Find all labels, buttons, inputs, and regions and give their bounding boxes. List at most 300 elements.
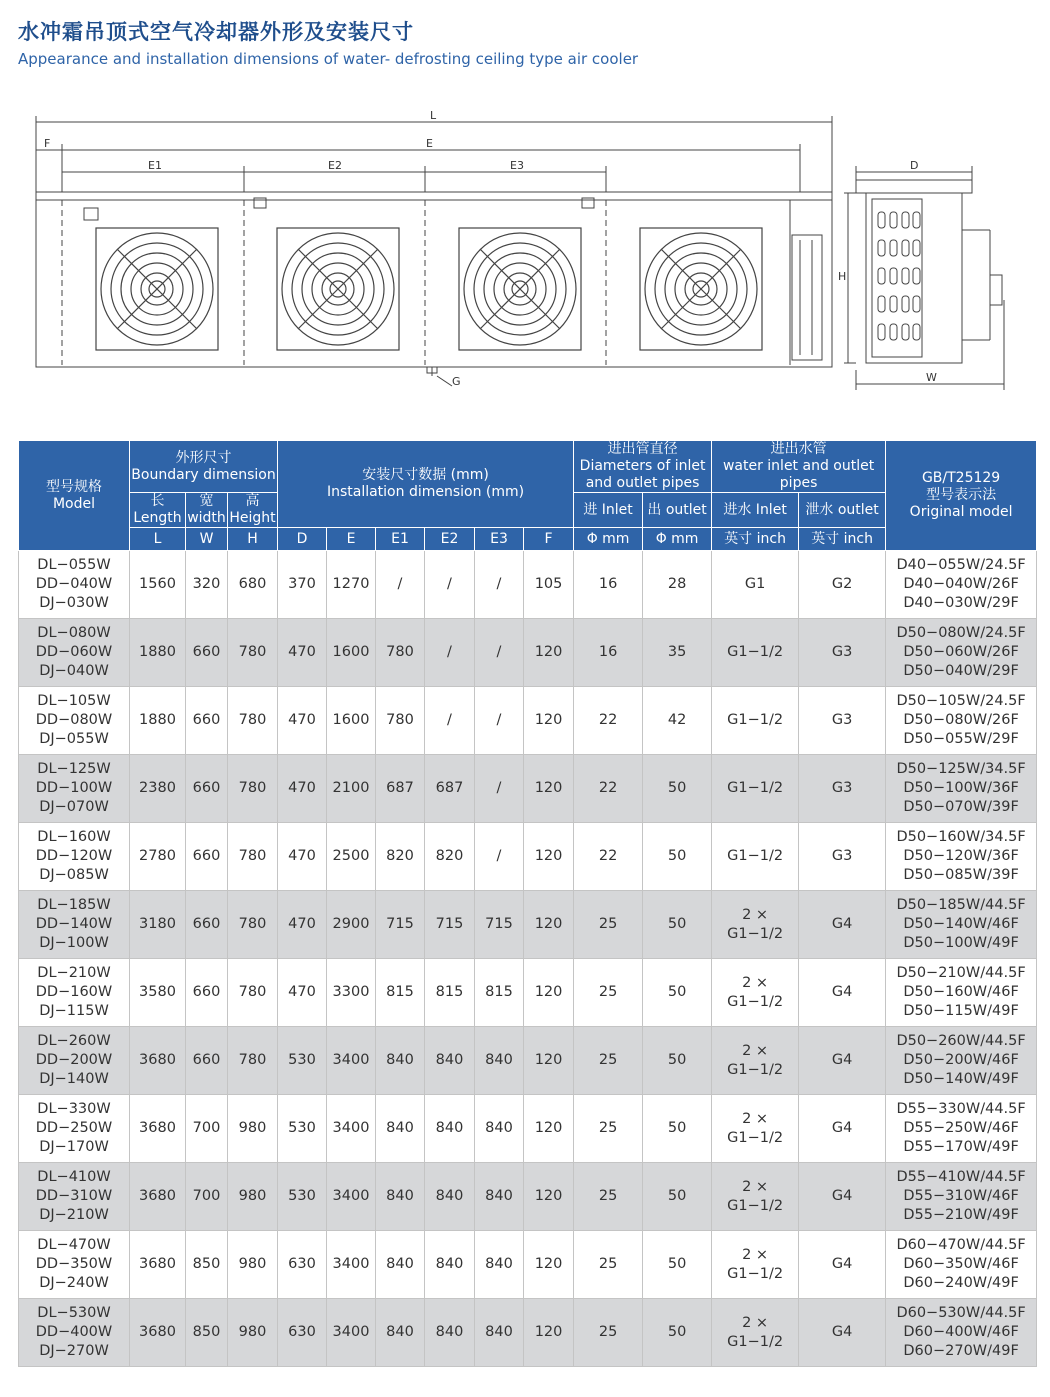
- model-name: DJ−070W: [39, 799, 109, 815]
- cell-l: 3580: [130, 959, 186, 1027]
- original-model-name: D60−350W/46F: [903, 1256, 1019, 1272]
- cell-d: 630: [278, 1299, 327, 1367]
- cell-e1: 840: [376, 1163, 425, 1231]
- original-model-name: D50−060W/26F: [903, 644, 1019, 660]
- cell-e2: 815: [425, 959, 475, 1027]
- original-model-name: D50−085W/39F: [903, 867, 1019, 883]
- model-name: DL−260W: [37, 1033, 111, 1049]
- cell-e: 2500: [327, 823, 376, 891]
- original-model-name: D50−080W/26F: [903, 712, 1019, 728]
- cell-l: 3680: [130, 1231, 186, 1299]
- model-name: DD−100W: [35, 780, 113, 796]
- cell-pin: 16: [574, 551, 643, 619]
- fan-icon: [459, 228, 581, 350]
- model-cell: [19, 1231, 130, 1299]
- cell-h: 980: [228, 1095, 278, 1163]
- original-model-name: D50−040W/29F: [903, 663, 1019, 679]
- original-model-name: D55−210W/49F: [903, 1207, 1019, 1223]
- table-row: [19, 1027, 1037, 1095]
- model-cell: [19, 891, 130, 959]
- model-cell: [19, 959, 130, 1027]
- original-model-cell: [886, 687, 1037, 755]
- original-model-name: D50−120W/36F: [903, 848, 1019, 864]
- cell-w: 700: [186, 1163, 228, 1231]
- header-inch-out: 英寸 inch: [799, 528, 886, 551]
- cell-e3: /: [475, 551, 524, 619]
- cell-e: 3400: [327, 1299, 376, 1367]
- model-name: DD−120W: [35, 848, 113, 864]
- cell-pout: 50: [643, 1095, 712, 1163]
- original-model-name: D50−125W/34.5F: [896, 761, 1026, 777]
- cell-l: 3680: [130, 1095, 186, 1163]
- original-model-name: D50−115W/49F: [903, 1003, 1019, 1019]
- dim-label-E: E: [426, 137, 433, 150]
- cell-e3: /: [475, 755, 524, 823]
- table-row: [19, 1163, 1037, 1231]
- original-model-cell: [886, 1095, 1037, 1163]
- cell-w: 660: [186, 687, 228, 755]
- cell-win: 2 × G1−1/2: [712, 891, 799, 959]
- cell-pin: 25: [574, 1299, 643, 1367]
- cell-w: 660: [186, 619, 228, 687]
- cell-f: 120: [524, 687, 574, 755]
- cell-pout: 28: [643, 551, 712, 619]
- cell-f: 120: [524, 755, 574, 823]
- cell-pin: 25: [574, 891, 643, 959]
- dim-label-D: D: [910, 159, 919, 172]
- cell-e: 3400: [327, 1027, 376, 1095]
- cell-pin: 22: [574, 687, 643, 755]
- header-water-outlet: 泄水 outlet: [799, 493, 886, 528]
- cell-e2: /: [425, 619, 475, 687]
- cell-win: 2 × G1−1/2: [712, 1299, 799, 1367]
- model-cell: [19, 687, 130, 755]
- cell-f: 120: [524, 1163, 574, 1231]
- model-name: DD−040W: [35, 576, 113, 592]
- cell-w: 660: [186, 891, 228, 959]
- model-name: DL−160W: [37, 829, 111, 845]
- cell-e1: 840: [376, 1027, 425, 1095]
- original-model-name: D50−260W/44.5F: [896, 1033, 1026, 1049]
- cell-wout: G4: [799, 1163, 886, 1231]
- cell-e: 3400: [327, 1095, 376, 1163]
- header-E3: E3: [475, 528, 524, 551]
- model-name: DD−310W: [35, 1188, 113, 1204]
- cell-e2: /: [425, 687, 475, 755]
- table-row: [19, 959, 1037, 1027]
- cell-w: 660: [186, 1027, 228, 1095]
- header-D: D: [278, 528, 327, 551]
- cell-f: 120: [524, 1299, 574, 1367]
- cell-e3: 815: [475, 959, 524, 1027]
- cell-e1: 780: [376, 687, 425, 755]
- original-model-name: D60−400W/46F: [903, 1324, 1019, 1340]
- model-name: DL−530W: [37, 1305, 111, 1321]
- header-E: E: [327, 528, 376, 551]
- cell-win: 2 × G1−1/2: [712, 1231, 799, 1299]
- table-row: [19, 687, 1037, 755]
- header-water-inlet: 进水 Inlet: [712, 493, 799, 528]
- cell-l: 1880: [130, 687, 186, 755]
- cell-pout: 42: [643, 687, 712, 755]
- cell-e1: 840: [376, 1095, 425, 1163]
- dim-label-E1: E1: [148, 159, 162, 172]
- cell-e3: /: [475, 823, 524, 891]
- cell-h: 980: [228, 1299, 278, 1367]
- dim-label-F: F: [44, 137, 51, 150]
- cell-d: 370: [278, 551, 327, 619]
- model-name: DL−105W: [37, 693, 111, 709]
- original-model-name: D50−105W/24.5F: [896, 693, 1026, 709]
- cell-d: 470: [278, 687, 327, 755]
- dim-label-E2: E2: [328, 159, 342, 172]
- model-name: DD−400W: [35, 1324, 113, 1340]
- cell-f: 120: [524, 959, 574, 1027]
- model-name: DD−160W: [35, 984, 113, 1000]
- original-model-name: D55−330W/44.5F: [896, 1101, 1026, 1117]
- cell-e: 1600: [327, 619, 376, 687]
- model-cell: [19, 1163, 130, 1231]
- cell-e3: /: [475, 619, 524, 687]
- model-cell: [19, 1095, 130, 1163]
- cell-pin: 25: [574, 959, 643, 1027]
- cell-h: 780: [228, 823, 278, 891]
- table-row: [19, 891, 1037, 959]
- cell-e1: 715: [376, 891, 425, 959]
- cell-win: G1−1/2: [712, 823, 799, 891]
- model-name: DJ−030W: [39, 595, 109, 611]
- cell-h: 780: [228, 687, 278, 755]
- cell-win: G1−1/2: [712, 619, 799, 687]
- cell-wout: G2: [799, 551, 886, 619]
- model-name: DL−410W: [37, 1169, 111, 1185]
- cell-pin: 25: [574, 1027, 643, 1095]
- header-E2: E2: [425, 528, 475, 551]
- original-model-cell: [886, 755, 1037, 823]
- cell-h: 780: [228, 891, 278, 959]
- header-original-model: GB/T25129 型号表示法 Original model: [886, 441, 1037, 551]
- cell-d: 530: [278, 1163, 327, 1231]
- model-name: DD−200W: [35, 1052, 113, 1068]
- cell-d: 470: [278, 823, 327, 891]
- cell-e2: 840: [425, 1231, 475, 1299]
- cell-pout: 50: [643, 1231, 712, 1299]
- cell-wout: G4: [799, 1027, 886, 1095]
- cell-pin: 25: [574, 1095, 643, 1163]
- cell-e1: 840: [376, 1231, 425, 1299]
- cell-f: 120: [524, 619, 574, 687]
- original-model-name: D50−100W/36F: [903, 780, 1019, 796]
- cell-e2: 687: [425, 755, 475, 823]
- original-model-name: D50−140W/46F: [903, 916, 1019, 932]
- page-title-en: Appearance and installation dimensions of water- defrosting ceiling type air cooler: [18, 50, 639, 68]
- table-row: [19, 1299, 1037, 1367]
- cell-pin: 25: [574, 1231, 643, 1299]
- cell-f: 120: [524, 1231, 574, 1299]
- cell-d: 470: [278, 959, 327, 1027]
- cell-e: 2100: [327, 755, 376, 823]
- original-model-name: D50−055W/29F: [903, 731, 1019, 747]
- original-model-cell: [886, 823, 1037, 891]
- cell-d: 630: [278, 1231, 327, 1299]
- cell-w: 660: [186, 755, 228, 823]
- original-model-name: D55−170W/49F: [903, 1139, 1019, 1155]
- cell-w: 700: [186, 1095, 228, 1163]
- cell-wout: G4: [799, 959, 886, 1027]
- cell-wout: G3: [799, 823, 886, 891]
- header-height: 高 Height: [229, 493, 276, 526]
- cell-f: 120: [524, 891, 574, 959]
- cell-l: 3180: [130, 891, 186, 959]
- header-install: 安装尺寸数据 (mm) Installation dimension (mm): [278, 441, 574, 528]
- cell-f: 120: [524, 1027, 574, 1095]
- header-phi-in: Φ mm: [574, 528, 643, 551]
- original-model-cell: [886, 619, 1037, 687]
- cell-d: 470: [278, 619, 327, 687]
- model-name: DL−185W: [37, 897, 111, 913]
- original-model-name: D60−470W/44.5F: [896, 1237, 1026, 1253]
- cell-pout: 35: [643, 619, 712, 687]
- cell-e3: 840: [475, 1095, 524, 1163]
- original-model-name: D60−530W/44.5F: [896, 1305, 1026, 1321]
- cell-e1: 820: [376, 823, 425, 891]
- cell-h: 780: [228, 1027, 278, 1095]
- header-H: H: [228, 528, 278, 551]
- dim-label-L: L: [430, 109, 437, 122]
- cell-w: 850: [186, 1231, 228, 1299]
- cell-pout: 50: [643, 959, 712, 1027]
- cell-e3: 840: [475, 1163, 524, 1231]
- model-name: DL−330W: [37, 1101, 111, 1117]
- header-pipe-diam: 进出管直径 Diameters of inlet and outlet pipes: [574, 441, 712, 493]
- model-name: DL−080W: [37, 625, 111, 641]
- cell-l: 3680: [130, 1163, 186, 1231]
- model-cell: [19, 755, 130, 823]
- model-name: DL−125W: [37, 761, 111, 777]
- cell-l: 2380: [130, 755, 186, 823]
- cell-e: 1600: [327, 687, 376, 755]
- cell-win: G1−1/2: [712, 687, 799, 755]
- original-model-name: D50−070W/39F: [903, 799, 1019, 815]
- table-row: [19, 551, 1037, 619]
- cell-wout: G3: [799, 687, 886, 755]
- cell-pout: 50: [643, 1163, 712, 1231]
- cell-d: 470: [278, 755, 327, 823]
- fan-icon: [640, 228, 762, 350]
- cell-l: 1880: [130, 619, 186, 687]
- cell-w: 660: [186, 959, 228, 1027]
- cell-wout: G4: [799, 1095, 886, 1163]
- cell-wout: G3: [799, 755, 886, 823]
- original-model-name: D40−030W/29F: [903, 595, 1019, 611]
- cell-h: 780: [228, 619, 278, 687]
- model-name: DL−470W: [37, 1237, 111, 1253]
- cell-h: 780: [228, 959, 278, 1027]
- table-row: [19, 755, 1037, 823]
- original-model-name: D60−270W/49F: [903, 1343, 1019, 1359]
- header-L: L: [130, 528, 186, 551]
- original-model-name: D50−080W/24.5F: [896, 625, 1026, 641]
- fan-icon: [96, 228, 218, 350]
- cell-wout: G4: [799, 891, 886, 959]
- original-model-cell: [886, 1027, 1037, 1095]
- cell-w: 320: [186, 551, 228, 619]
- model-name: DJ−270W: [39, 1343, 109, 1359]
- header-water: 进出水管 water inlet and outlet pipes: [712, 441, 886, 493]
- cell-e3: 840: [475, 1299, 524, 1367]
- cell-e2: 840: [425, 1095, 475, 1163]
- table-row: [19, 1231, 1037, 1299]
- cell-e2: 840: [425, 1299, 475, 1367]
- header-F: F: [524, 528, 574, 551]
- cell-f: 120: [524, 823, 574, 891]
- cell-pin: 22: [574, 755, 643, 823]
- original-model-name: D55−250W/46F: [903, 1120, 1019, 1136]
- cell-e1: /: [376, 551, 425, 619]
- table-row: [19, 619, 1037, 687]
- dim-label-H: H: [838, 270, 847, 283]
- original-model-name: D50−185W/44.5F: [896, 897, 1026, 913]
- header-model: 型号规格 Model: [19, 441, 130, 551]
- cell-e3: 840: [475, 1231, 524, 1299]
- model-cell: [19, 619, 130, 687]
- cell-pout: 50: [643, 755, 712, 823]
- original-model-name: D40−040W/26F: [903, 576, 1019, 592]
- cell-e2: /: [425, 551, 475, 619]
- model-name: DJ−240W: [39, 1275, 109, 1291]
- original-model-cell: [886, 1299, 1037, 1367]
- original-model-name: D50−140W/49F: [903, 1071, 1019, 1087]
- model-name: DJ−115W: [39, 1003, 109, 1019]
- cell-e: 3400: [327, 1231, 376, 1299]
- cell-f: 120: [524, 1095, 574, 1163]
- original-model-name: D50−100W/49F: [903, 935, 1019, 951]
- original-model-name: D50−160W/34.5F: [896, 829, 1026, 845]
- original-model-name: D40−055W/24.5F: [896, 557, 1026, 573]
- cell-win: 2 × G1−1/2: [712, 959, 799, 1027]
- header-width: 宽 width: [187, 493, 226, 526]
- model-name: DD−080W: [35, 712, 113, 728]
- cell-e2: 840: [425, 1163, 475, 1231]
- model-name: DD−060W: [35, 644, 113, 660]
- original-model-name: D55−410W/44.5F: [896, 1169, 1026, 1185]
- model-name: DD−350W: [35, 1256, 113, 1272]
- header-boundary: 外形尺寸 Boundary dimension: [130, 441, 278, 493]
- header-outlet: 出 outlet: [643, 493, 712, 528]
- cell-e: 3300: [327, 959, 376, 1027]
- original-model-name: D55−310W/46F: [903, 1188, 1019, 1204]
- cell-e1: 780: [376, 619, 425, 687]
- original-model-name: D50−210W/44.5F: [896, 965, 1026, 981]
- original-model-cell: [886, 891, 1037, 959]
- cell-l: 1560: [130, 551, 186, 619]
- model-name: DD−140W: [35, 916, 113, 932]
- cell-e3: 715: [475, 891, 524, 959]
- header-inch-in: 英寸 inch: [712, 528, 799, 551]
- model-name: DD−250W: [35, 1120, 113, 1136]
- original-model-name: D50−160W/46F: [903, 984, 1019, 1000]
- cell-l: 3680: [130, 1299, 186, 1367]
- model-cell: [19, 551, 130, 619]
- model-name: DJ−100W: [39, 935, 109, 951]
- model-cell: [19, 1027, 130, 1095]
- table-row: [19, 1095, 1037, 1163]
- cell-d: 530: [278, 1027, 327, 1095]
- cell-e2: 840: [425, 1027, 475, 1095]
- header-E1: E1: [376, 528, 425, 551]
- model-name: DJ−140W: [39, 1071, 109, 1087]
- header-length: 长 Length: [130, 493, 186, 528]
- cell-wout: G4: [799, 1299, 886, 1367]
- model-cell: [19, 1299, 130, 1367]
- cell-l: 3680: [130, 1027, 186, 1095]
- cell-e: 1270: [327, 551, 376, 619]
- model-name: DJ−210W: [39, 1207, 109, 1223]
- cell-d: 530: [278, 1095, 327, 1163]
- cell-win: 2 × G1−1/2: [712, 1027, 799, 1095]
- cell-win: G1−1/2: [712, 755, 799, 823]
- original-model-name: D60−240W/49F: [903, 1275, 1019, 1291]
- header-phi-out: Φ mm: [643, 528, 712, 551]
- cell-e1: 815: [376, 959, 425, 1027]
- cell-e: 2900: [327, 891, 376, 959]
- cell-w: 660: [186, 823, 228, 891]
- dim-label-W: W: [926, 371, 937, 384]
- model-name: DJ−055W: [39, 731, 109, 747]
- cell-h: 780: [228, 755, 278, 823]
- model-name: DL−210W: [37, 965, 111, 981]
- model-cell: [19, 823, 130, 891]
- header-inlet: 进 Inlet: [574, 493, 643, 528]
- cell-pin: 25: [574, 1163, 643, 1231]
- cell-l: 2780: [130, 823, 186, 891]
- cell-e2: 715: [425, 891, 475, 959]
- fan-icon: [277, 228, 399, 350]
- model-name: DJ−170W: [39, 1139, 109, 1155]
- model-name: DJ−040W: [39, 663, 109, 679]
- cell-win: 2 × G1−1/2: [712, 1163, 799, 1231]
- cell-pout: 50: [643, 891, 712, 959]
- cell-f: 105: [524, 551, 574, 619]
- original-model-cell: [886, 959, 1037, 1027]
- original-model-cell: [886, 551, 1037, 619]
- cell-pin: 22: [574, 823, 643, 891]
- table-row: [19, 823, 1037, 891]
- cell-e: 3400: [327, 1163, 376, 1231]
- model-name: DJ−085W: [39, 867, 109, 883]
- cell-pout: 50: [643, 1027, 712, 1095]
- cell-e3: 840: [475, 1027, 524, 1095]
- cell-h: 680: [228, 551, 278, 619]
- cell-h: 980: [228, 1231, 278, 1299]
- cell-pin: 16: [574, 619, 643, 687]
- cell-wout: G4: [799, 1231, 886, 1299]
- cell-e3: /: [475, 687, 524, 755]
- cell-win: G1: [712, 551, 799, 619]
- dim-label-G: G: [452, 375, 461, 388]
- cell-e1: 687: [376, 755, 425, 823]
- header-W: W: [186, 528, 228, 551]
- original-model-name: D50−200W/46F: [903, 1052, 1019, 1068]
- cell-pout: 50: [643, 823, 712, 891]
- cell-e1: 840: [376, 1299, 425, 1367]
- model-name: DL−055W: [37, 557, 111, 573]
- cell-pout: 50: [643, 1299, 712, 1367]
- cell-d: 470: [278, 891, 327, 959]
- cell-e2: 820: [425, 823, 475, 891]
- page-title-cn: 水冲霜吊顶式空气冷却器外形及安装尺寸: [18, 20, 414, 44]
- cell-w: 850: [186, 1299, 228, 1367]
